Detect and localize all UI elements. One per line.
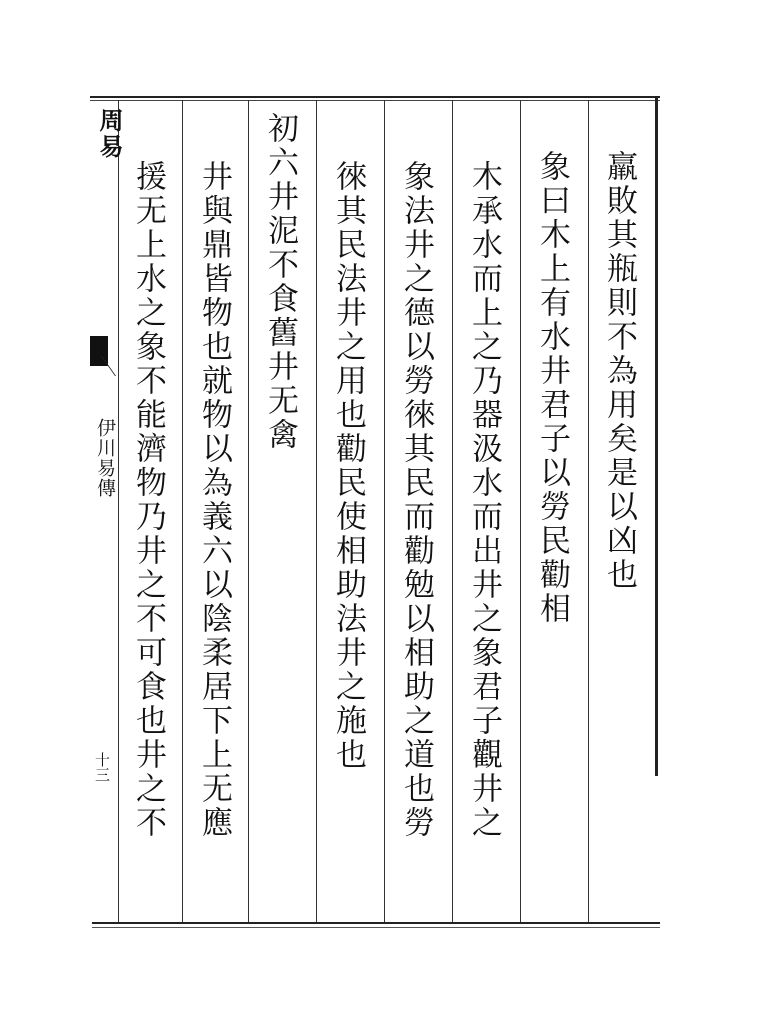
column-divider [520,100,521,922]
column-divider [588,100,589,922]
page-frame [90,96,660,928]
bottom-border-inner [92,927,660,928]
margin-title: 周易 [95,108,124,160]
bottom-border [92,922,660,924]
margin-divider [118,100,119,922]
text-column: 木承水而上之乃器汲水而出井之象君子觀井之 [466,160,502,840]
text-column: 援无上水之象不能濟物乃井之不可食也井之不 [130,160,166,840]
column-divider [384,100,385,922]
right-border [655,96,658,776]
column-divider [248,100,249,922]
text-column: 井與鼎皆物也就物以為義六以陰柔居下上无應 [196,160,232,840]
text-column: 初六井泥不食舊井无禽 [262,112,298,452]
margin-author-note: 伊川易傳 [94,418,116,498]
page-number: 十三 [93,752,111,782]
column-divider [316,100,317,922]
column-divider [452,100,453,922]
top-border-inner [90,100,660,101]
top-border [90,96,660,98]
column-divider [182,100,183,922]
text-column: 羸敗其瓶則不為用矣是以凶也 [601,150,637,592]
text-column: 徠其民法井之用也勸民使相助法井之施也 [330,160,366,772]
text-column: 象曰木上有水井君子以勞民勸相 [534,150,570,626]
text-column: 象法井之德以勞徠其民而勸勉以相助之道也勞 [398,160,434,840]
